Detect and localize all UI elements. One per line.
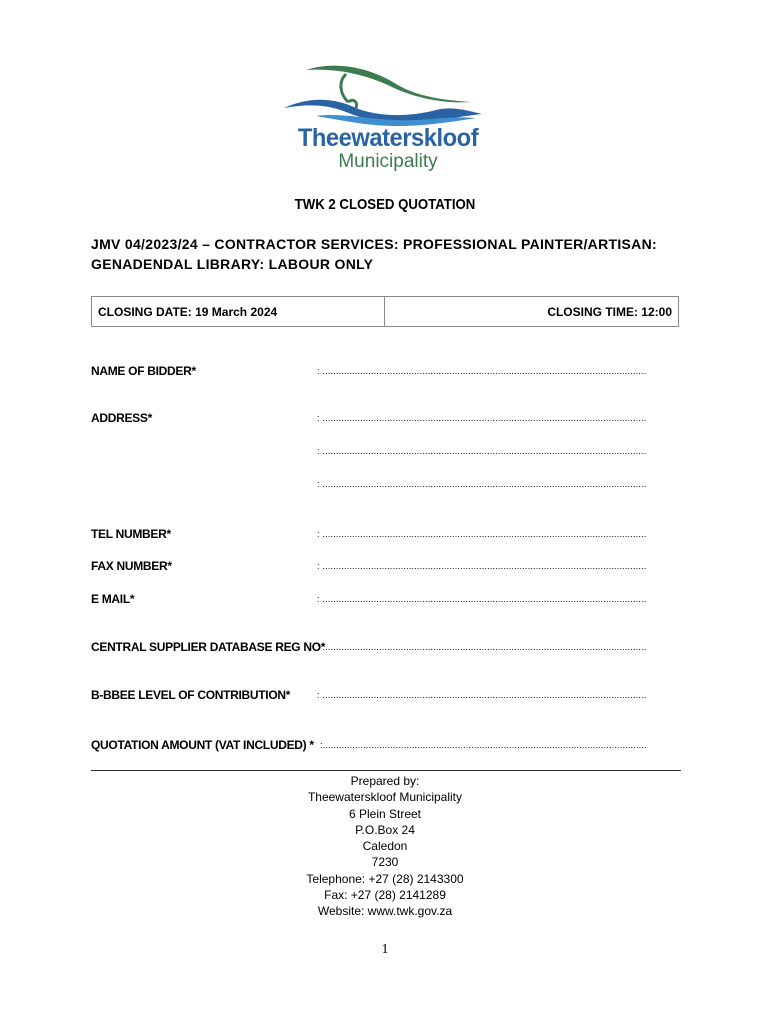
page-number: 1 xyxy=(381,942,389,957)
bbbee-level-field[interactable]: : ........................................................................................................................ xyxy=(317,690,647,700)
email-label: E MAIL* xyxy=(91,592,135,606)
prepared-postal-code: 7230 xyxy=(371,855,399,870)
logo-subtitle: Municipality xyxy=(338,151,438,172)
email-field[interactable]: : ........................................................................................................................ xyxy=(317,594,647,604)
csd-reg-field[interactable]: : ........................................................................................................................ xyxy=(317,642,647,652)
prepared-pobox: P.O.Box 24 xyxy=(355,822,415,837)
tel-number-label: TEL NUMBER* xyxy=(91,527,171,541)
bbbee-level-label: B-BBEE LEVEL OF CONTRIBUTION* xyxy=(91,688,291,702)
csd-reg-label: CENTRAL SUPPLIER DATABASE REG NO* xyxy=(91,640,326,654)
prepared-by-block xyxy=(0,773,770,920)
quotation-amount-field[interactable]: :........................................................................................................................ xyxy=(320,740,647,750)
prepared-fax: Fax: +27 (28) 2141289 xyxy=(324,888,446,903)
prepared-website[interactable]: Website: www.twk.gov.za xyxy=(317,904,453,919)
tel-number-field[interactable]: : ........................................................................................................................ xyxy=(317,529,647,539)
logo-mark-icon xyxy=(276,58,486,128)
document-title: TWK 2 CLOSED QUOTATION xyxy=(294,196,476,213)
prepared-street: 6 Plein Street xyxy=(348,806,422,821)
address-field-line-3[interactable]: : ........................................................................................................................ xyxy=(317,479,647,489)
municipality-logo xyxy=(276,58,486,183)
quotation-subject xyxy=(91,234,711,274)
fax-number-field[interactable]: : ........................................................................................................................ xyxy=(317,561,647,571)
quotation-amount-label: QUOTATION AMOUNT (VAT INCLUDED) * xyxy=(91,738,314,752)
prepared-telephone: Telephone: +27 (28) 2143300 xyxy=(306,871,464,886)
fax-number-label: FAX NUMBER* xyxy=(91,559,172,573)
address-field-line-1[interactable]: : ........................................................................................................................ xyxy=(317,413,647,423)
closing-table xyxy=(91,296,679,327)
prepared-town: Caledon xyxy=(362,839,408,854)
address-field-line-2[interactable]: : ........................................................................................................................ xyxy=(317,446,647,456)
name-of-bidder-field[interactable]: : ........................................................................................................................ xyxy=(317,366,647,376)
logo-name: Theewaterskloof xyxy=(297,124,479,152)
prepared-org: Theewaterskloof Municipality xyxy=(307,790,463,805)
prepared-heading: Prepared by: xyxy=(350,774,420,788)
subject-line-1: JMV 04/2023/24 – CONTRACTOR SERVICES: PROFESSIONAL PAINTER/ARTISAN: xyxy=(91,236,657,252)
subject-line-2: GENADENDAL LIBRARY: LABOUR ONLY xyxy=(91,256,374,272)
closing-date: CLOSING DATE: 19 March 2024 xyxy=(92,297,385,326)
closing-time: CLOSING TIME: 12:00 xyxy=(547,304,672,319)
name-of-bidder-label: NAME OF BIDDER* xyxy=(91,364,196,378)
footer-divider xyxy=(91,770,681,771)
address-label: ADDRESS* xyxy=(91,411,152,425)
